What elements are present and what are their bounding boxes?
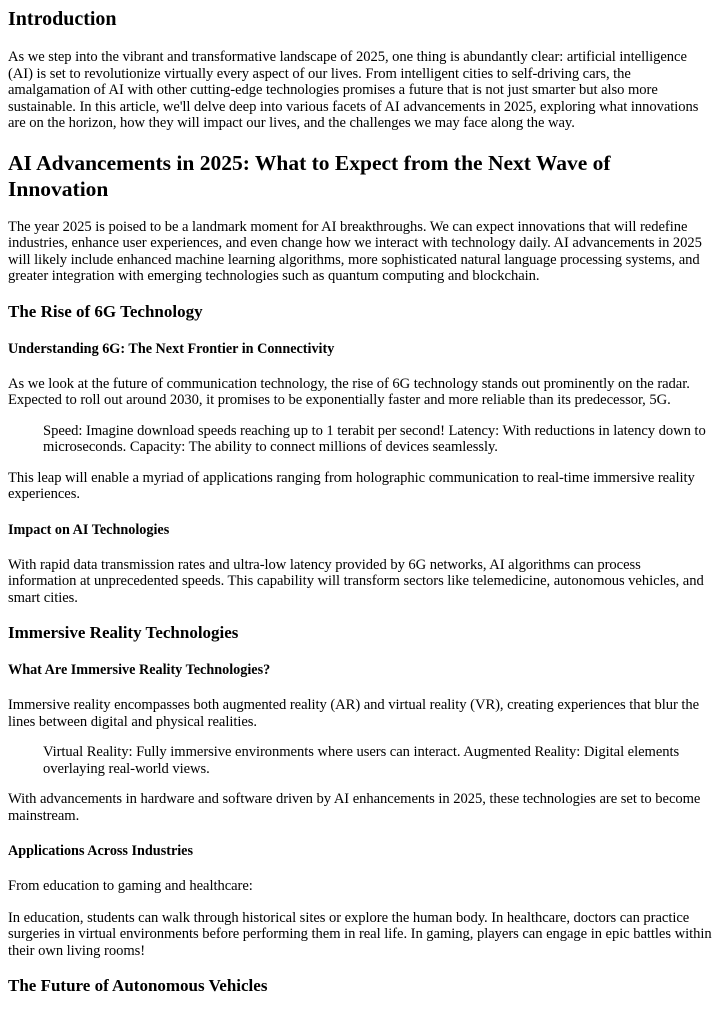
immersive-heading: Immersive Reality Technologies	[8, 623, 239, 642]
sixg-features: Speed: Imagine download speeds reaching up to 1 terabit per second! Latency: With reductions in latency down to microseconds. Capacity: The ability to connect millions of devices seamlessly.	[43, 422, 706, 455]
main-paragraph: The year 2025 is poised to be a landmark moment for AI breakthroughs. We can expect innovations that will redefine industries, enhance user experiences, and even change how we interact with technology daily. AI advancements in 2025 will likely include enhanced machine learning algorithms, more sophisticated natural language processing systems, and greater integration with emerging technologies such as quantum computing and blockchain.	[8, 218, 702, 284]
main-title: AI Advancements in 2025: What to Expect from the Next Wave of Innovation	[8, 150, 611, 201]
immersive-what-heading: What Are Immersive Reality Technologies?	[8, 662, 271, 678]
immersive-applications-intro: From education to gaming and healthcare:	[8, 878, 253, 894]
immersive-applications-paragraph: In education, students can walk through historical sites or explore the human body. In healthcare, doctors can practice surgeries in virtual environments before performing them in real life. In gaming, players can engage in epic battles within their own living rooms!	[8, 909, 712, 959]
intro-heading: Introduction	[8, 8, 117, 30]
sixg-understanding-heading: Understanding 6G: The Next Frontier in Connectivity	[8, 340, 335, 357]
immersive-what-paragraph: Immersive reality encompasses both augmented reality (AR) and virtual reality (VR), creating experiences that blur the lines between digital and physical realities.	[8, 697, 700, 730]
intro-paragraph: As we step into the vibrant and transformative landscape of 2025, one thing is abundantly clear: artificial intelligence (AI) is set to revolutionize virtually every aspect of our lives. From intelligent cities to self-driving cars, the amalgamation of AI with other cutting-edge technologies promises a future that is not just smarter but also more sustainable. In this article, we'll delve deep into various facets of AI advancements in 2025, exploring what innovations are on the horizon, how they will impact our lives, and the challenges we may face along the way.	[8, 49, 699, 131]
immersive-applications-heading: Applications Across Industries	[8, 843, 193, 859]
immersive-advancements-paragraph: With advancements in hardware and software driven by AI enhancements in 2025, these technologies are set to become mainstream.	[8, 791, 701, 824]
sixg-leap-paragraph: This leap will enable a myriad of applications ranging from holographic communication to real-time immersive reality experiences.	[8, 469, 695, 502]
sixg-impact-paragraph: With rapid data transmission rates and ultra-low latency provided by 6G networks, AI algorithms can process information at unprecedented speeds. This capability will transform sectors like telemedicine, autonomous vehicles, and smart cities.	[8, 556, 704, 606]
sixg-heading: The Rise of 6G Technology	[8, 301, 203, 321]
autonomous-heading: The Future of Autonomous Vehicles	[8, 976, 268, 995]
sixg-understanding-paragraph: As we look at the future of communication technology, the rise of 6G technology stands out prominently on the radar. Expected to roll out around 2030, it promises to be exponentially faster and more reliable than its predecessor, 5G.	[8, 375, 690, 408]
immersive-types: Virtual Reality: Fully immersive environments where users can interact. Augmented Reality: Digital elements overlaying real-world views.	[43, 744, 680, 777]
sixg-impact-heading: Impact on AI Technologies	[8, 521, 170, 538]
